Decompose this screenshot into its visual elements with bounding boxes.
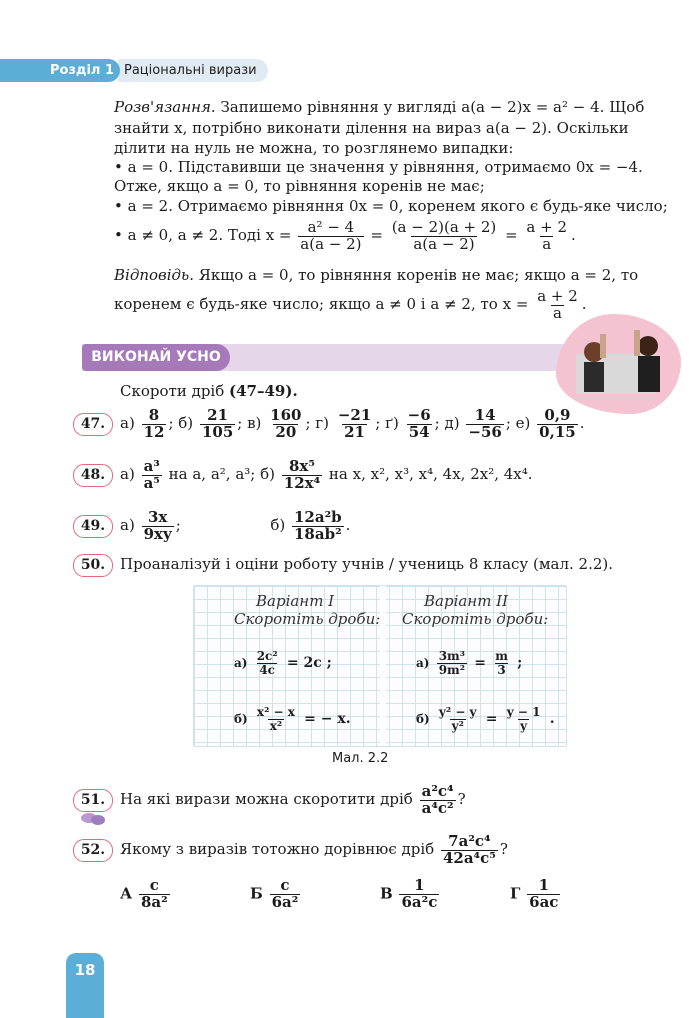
variant-2-title: Варіант II <box>424 592 509 610</box>
fraction: $\frac{a + 2}{a}$ <box>526 217 568 253</box>
page-number: 18 <box>66 953 104 1018</box>
figure-caption: Мал. 2.2 <box>332 751 389 766</box>
variant-1-b: б) $\frac{\text{x² − x}}{\text{x²}}$ = − x. <box>234 705 351 733</box>
solution-line-7: • a ≠ 0, a ≠ 2. Тоді x = $\frac{\text{a² − 4}}{a(a - 2)}$ = $\frac{(a - 2)(a + 2)}{a(a - 2)}$ = $\frac{a + 2}{a}$ . <box>114 217 576 253</box>
page-gap <box>380 586 386 746</box>
exercise-52-number: 52. <box>73 839 113 862</box>
exercise-48-number: 48. <box>73 464 113 487</box>
variant-2-a: а) $\frac{\text{3m³}}{\text{9m²}}$ = $\frac{m}{3}$ ; <box>416 649 523 677</box>
variant-2-b: б) $\frac{\text{y² − y}}{\text{y²}}$ = $\frac{y - 1}{y}$ . <box>416 705 555 733</box>
section-title: Раціональні вирази <box>118 59 268 82</box>
option-b: Б $\frac{c}{\text{6a²}}$ <box>250 876 299 911</box>
variant-1-subtitle: Скоротіть дроби: <box>234 610 381 628</box>
fraction: $\frac{(a - 2)(a + 2)}{a(a - 2)}$ <box>391 217 497 253</box>
exercise-49-number: 49. <box>73 515 113 538</box>
exercise-48: а) $\frac{\text{a³}}{\text{a⁵}}$ на a, a², a³; б) $\frac{\text{8x⁵}}{\text{12x⁴}}$ на x, x², x³, x⁴, 4x, 2x², 4x⁴. <box>120 456 533 492</box>
solution-line-2: знайти x, потрібно виконати ділення на вираз a(a − 2). Оскільки <box>114 119 629 137</box>
option-a: А $\frac{c}{\text{8a²}}$ <box>120 876 168 911</box>
fraction: $\frac{a + 2}{a}$ <box>537 286 578 322</box>
solution-line-6: • a = 2. Отримаємо рівняння 0x = 0, коренем якого є будь-яке число; <box>114 197 668 215</box>
exercise-47: а) $\frac{8}{12}$ ; б) $\frac{21}{105}$ ; в) $\frac{160}{20}$ ; г) $\frac{-21}{21}$ ; ґ) $\frac{-6}{54}$ ; д) $\frac{14}{-56}$ ; е) $\frac{0,9}{0,15}$ . <box>120 405 585 441</box>
oral-intro: Скороти дріб (47–49). <box>120 382 298 400</box>
exercise-51-number: 51. <box>73 789 113 812</box>
answer-line-2: коренем є будь-яке число; якщо a ≠ 0 і a ≠ 2, то x = $\frac{a + 2}{a}$ . <box>114 286 587 322</box>
exercise-52: Якому з виразів тотожно дорівнює дріб $\frac{\text{7a²c⁴}}{\text{42a⁴c⁵}}$ ? <box>120 831 508 867</box>
variant-1-title: Варіант I <box>256 592 335 610</box>
exercise-50-number: 50. <box>73 554 113 577</box>
variant-1-a: а) $\frac{\text{2c²}}{4c}$ = 2c ; <box>234 649 332 677</box>
section-badge: Розділ 1 <box>0 59 120 82</box>
exercise-50: Проаналізуй і оціни роботу учнів / учениць 8 класу (мал. 2.2). <box>120 555 614 573</box>
answer-line-1: Відповідь. Якщо a = 0, то рівняння коренів не має; якщо a = 2, то <box>114 266 639 284</box>
exercise-49: а) $\frac{3x}{9xy}$ ; б) $\frac{\text{12a²b}}{\text{18ab²}}$ . <box>120 507 351 543</box>
exercise-51: На які вирази можна скоротити дріб $\frac{\text{a²c⁴}}{\text{a⁴c²}}$ ? <box>120 781 466 817</box>
discussion-icon <box>80 812 106 830</box>
option-d: Г $\frac{1}{6ac}$ <box>510 876 559 911</box>
figure-grid-paper <box>193 585 567 747</box>
oral-title: ВИКОНАЙ УСНО <box>82 344 230 371</box>
solution-line-3: ділити на нуль не можна, то розглянемо випадки: <box>114 139 514 157</box>
variant-2-subtitle: Скоротіть дроби: <box>402 610 549 628</box>
students-photo <box>556 314 681 414</box>
solution-line-5: Отже, якщо a = 0, то рівняння коренів не має; <box>114 177 485 195</box>
option-c: В $\frac{1}{\text{6a²c}}$ <box>380 876 438 911</box>
solution-line-1: Розв'язання. Запишемо рівняння у вигляді a(a − 2)x = a² − 4. Щоб <box>114 98 645 116</box>
exercise-47-number: 47. <box>73 413 113 436</box>
fraction: $\frac{\text{a² − 4}}{a(a - 2)}$ <box>300 217 362 253</box>
solution-line-4: • a = 0. Підставивши це значення у рівняння, отримаємо 0x = −4. <box>114 158 643 176</box>
